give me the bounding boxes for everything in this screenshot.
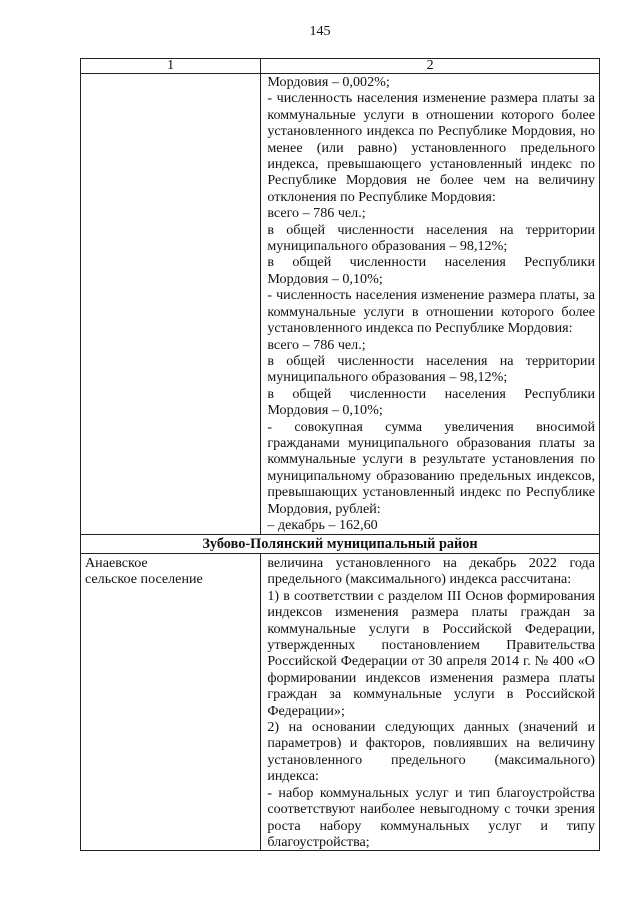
text-line: в общей численности населения Республики Мордовия – 0,10%; — [267, 385, 595, 419]
row1-right-cell — [261, 74, 600, 535]
row1-text — [261, 74, 599, 534]
text-line: – декабрь – 162,60 — [267, 516, 378, 533]
text-line: величина установленного на декабрь 2022 года предельного (максимального) индекса рассчитана: — [267, 555, 595, 588]
text-line: всего – 786 чел.; — [267, 336, 366, 353]
row2-text — [261, 554, 599, 850]
settlement-type: сельское поселение — [85, 571, 203, 588]
column-header-2: 2 — [261, 59, 600, 74]
table-row — [81, 554, 600, 851]
data-table — [80, 58, 600, 851]
row2-right-cell — [261, 554, 600, 851]
text-line: в общей численности населения на территории муниципального образования – 98,12%; — [267, 221, 595, 255]
text-line: в общей численности населения Республики Мордовия – 0,10%; — [267, 254, 595, 287]
text-line: Мордовия – 0,002%; — [267, 74, 390, 90]
row2-left-cell — [81, 554, 261, 851]
text-line: 2) на основании следующих данных (значений и параметров) и факторов, повлиявших на величину установленного предельного (максимального) индекса: — [267, 719, 595, 785]
page-number: 145 — [309, 24, 331, 39]
settlement-name: Анаевское — [85, 555, 148, 571]
text-line: - набор коммунальных услуг и тип благоустройства соответствуют наиболее невыгодному с точки зрения роста набору коммунальных услуг и типу благоустройства; — [267, 784, 595, 850]
column-header-1: 1 — [81, 59, 261, 74]
text-line: в общей численности населения на территории муниципального образования – 98,12%; — [267, 352, 595, 386]
section-title: Зубово-Полянский муниципальный район — [81, 535, 600, 554]
text-line: - численность населения изменение размера платы за коммунальные услуги в отношении которого более установленного индекса по Республике Мордовия, но менее (или равно) установленного предельного индекса, превышающего установленный индекс по Республике Мордовия не более чем на величину отклонения по Республике Мордовия: — [267, 90, 595, 205]
table-row — [81, 74, 600, 535]
text-line: - численность населения изменение размера платы, за коммунальные услуги в отношении которого более установленного индекса по Республике Мордовия: — [267, 287, 595, 337]
section-row — [81, 535, 600, 554]
text-line: всего – 786 чел.; — [267, 205, 366, 222]
text-line: - совокупная сумма увеличения вносимой гражданами муниципального образования платы за коммунальные услуги в результате установления по муниципальному образованию предельных индексов, превышающих установленный индекс по Республике Мордовия, рублей: — [267, 418, 595, 517]
row1-left-cell — [81, 74, 261, 535]
table-header-row — [81, 59, 600, 74]
text-line: 1) в соответствии с разделом III Основ формирования индексов изменения размера платы граждан за коммунальные услуги в Российской Федерации, утвержденных постановлением Правительства Российской Федерации от 30 апреля 2014 г. № 400 «О формировании индексов изменения размера платы граждан за коммунальные услуги в Российской Федерации»; — [267, 587, 595, 719]
